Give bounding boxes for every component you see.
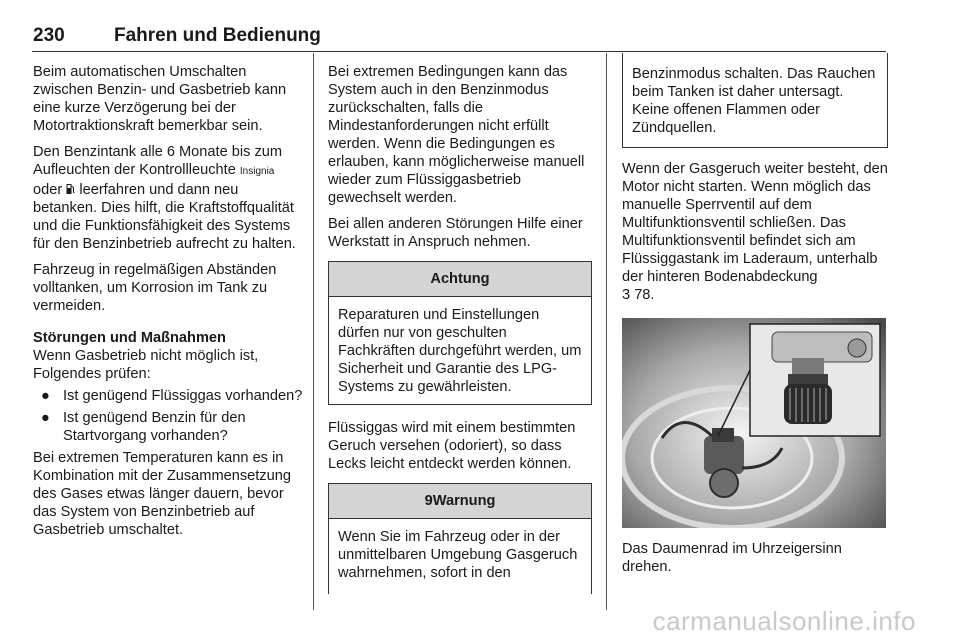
warning-text-continued: Benzinmodus schalten. Das Rauchen beim Tanken ist daher untersagt. Keine offenen Flammen oder Zündquellen.	[632, 66, 876, 136]
paragraph: Wenn der Gasgeruch weiter besteht, den Motor nicht starten. Wenn möglich das manuelle Sperrventil auf dem Multifunktionsventil schließen. Das Multifunktionsventil befindet sich am Flüssiggastank im Laderaum, unterhalb der hinteren Bodenabdeckung 3 78.	[622, 161, 888, 303]
section-heading: Störungen und Maßnahmen	[33, 330, 226, 346]
brand-label: Insignia	[239, 166, 275, 177]
page-header	[32, 27, 886, 52]
paragraph: Bei extremen Temperaturen kann es in Kombination mit der Zusammensetzung des Gases etwas länger dauern, bevor das System von Benzinbetrieb auf Gasbetrieb umschaltet.	[33, 450, 291, 538]
list-item: ● Ist genügend Benzin für den Startvorgang vorhanden?	[41, 410, 246, 444]
caution-text: Reparaturen und Einstellungen dürfen nur von geschulten Fachkräften durchgeführt werden, um Sicherheit und Garantie des LPG-Systems zu gewährleisten.	[338, 307, 582, 395]
warning-box-continued	[622, 53, 888, 148]
page-footer	[0, 606, 960, 642]
warning-text: Wenn Sie im Fahrzeug oder in der unmittelbaren Umgebung Gasgeruch wahrnehmen, sofort in den	[338, 529, 578, 581]
column-1	[33, 63, 303, 547]
chapter-title: Fahren und Bedienung	[114, 25, 321, 46]
caution-box	[328, 261, 592, 405]
paragraph: Wenn Gasbetrieb nicht möglich ist, Folgendes prüfen:	[33, 348, 259, 382]
page-number: 230	[33, 25, 65, 46]
paragraph: Flüssiggas wird mit einem bestimmten Geruch versehen (odoriert), so dass Lecks leicht entdeckt werden können.	[328, 420, 576, 472]
paragraph: Bei allen anderen Störungen Hilfe einer Werkstatt in Anspruch nehmen.	[328, 216, 583, 250]
page-reference-icon: 3	[622, 287, 631, 303]
column-divider-1	[313, 53, 314, 610]
column-divider-2	[606, 53, 607, 610]
column-3	[622, 53, 888, 584]
paragraph: Bei extremen Bedingungen kann das System auch in den Benzinmodus zurückschalten, falls die Mindestanforderungen nicht erfüllt werden. Wenn die Bedingungen es erlauben, kann möglicherweise manuell wieder zum Flüssiggasbetrieb gewechselt werden.	[328, 64, 585, 206]
warning-box	[328, 483, 592, 594]
warning-triangle-icon: 9	[424, 493, 433, 509]
paragraph: Fahrzeug in regelmäßigen Abständen volltanken, um Korrosion im Tank zu vermeiden.	[33, 262, 277, 314]
warning-title: 9Warnung	[329, 484, 591, 519]
list-item: ● Ist genügend Flüssiggas vorhanden?	[41, 388, 303, 404]
paragraph-tank: Den Benzintank alle 6 Monate bis zum Aufleuchten der Kontrollleuchte Insignia oder leerfahren und dann neu betanken. Dies hilft, die Kraftstoffqualität und die Funktionsfähigkeit des Systems für den Benzinbetrieb aufrecht zu halten.	[33, 144, 296, 252]
lpg-valve-illustration	[622, 318, 886, 528]
check-list	[33, 387, 303, 445]
bullet-icon: ●	[41, 410, 50, 426]
watermark: carmanualsonline.info	[652, 606, 916, 636]
figure-caption: Das Daumenrad im Uhrzeigersinn drehen.	[622, 541, 842, 575]
paragraph: Beim automatischen Umschalten zwischen Benzin- und Gasbetrieb kann eine kurze Verzögerung bei der Motortraktionskraft bemerkbar sein.	[33, 64, 287, 134]
fuel-pump-icon	[66, 183, 75, 195]
bullet-icon: ●	[41, 388, 50, 404]
page-reference: 78.	[634, 287, 655, 303]
caution-title: Achtung	[329, 262, 591, 297]
column-2	[328, 63, 592, 594]
